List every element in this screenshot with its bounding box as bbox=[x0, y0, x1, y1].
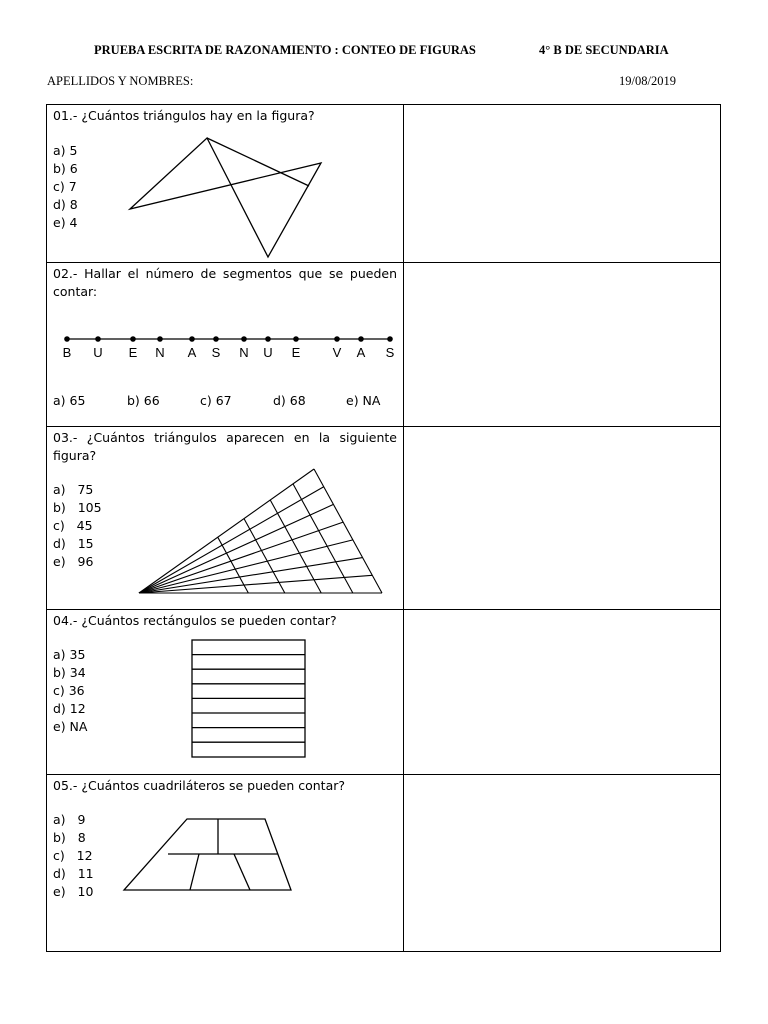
option: e) NA bbox=[346, 393, 381, 408]
segment-letter: U bbox=[93, 345, 103, 360]
segment-letter: B bbox=[62, 345, 72, 360]
segment-point bbox=[130, 336, 136, 342]
segment-point bbox=[387, 336, 393, 342]
segment-letter: E bbox=[128, 345, 138, 360]
figure-trapezoid bbox=[47, 775, 403, 952]
option: a) 5 bbox=[53, 143, 78, 158]
segment-point bbox=[334, 336, 340, 342]
question-cell-4 bbox=[47, 610, 404, 775]
segment-point bbox=[64, 336, 70, 342]
question-5-text: 05.- ¿Cuántos cuadriláteros se pueden contar? bbox=[53, 778, 346, 793]
option: c) 67 bbox=[200, 393, 232, 408]
fan-ray bbox=[139, 558, 363, 593]
segment-letter: A bbox=[356, 345, 366, 360]
option: c) 7 bbox=[53, 179, 77, 194]
option: b) 105 bbox=[53, 500, 102, 515]
question-row-1 bbox=[47, 105, 721, 263]
option: e) 96 bbox=[53, 554, 94, 569]
option: a) 65 bbox=[53, 393, 86, 408]
grade-label: 4° B DE SECUNDARIA bbox=[539, 43, 669, 57]
fan-ray bbox=[139, 487, 324, 593]
question-cell-2 bbox=[47, 263, 404, 427]
question-4-text: 04.- ¿Cuántos rectángulos se pueden contar? bbox=[53, 613, 337, 628]
option: d) 12 bbox=[53, 701, 86, 716]
segment-point bbox=[189, 336, 195, 342]
question-cell-5 bbox=[47, 775, 404, 952]
segment-letter: N bbox=[239, 345, 249, 360]
questions-table bbox=[46, 104, 721, 952]
fan-transversal bbox=[293, 484, 353, 593]
segment-letter: S bbox=[211, 345, 221, 360]
option: e) 10 bbox=[53, 884, 94, 899]
fan-ray bbox=[139, 504, 333, 593]
segment-letter: N bbox=[155, 345, 165, 360]
page-title: PRUEBA ESCRITA DE RAZONAMIENTO : CONTEO DE FIGURAS bbox=[94, 43, 476, 57]
option: e) 4 bbox=[53, 215, 78, 230]
question-row-2 bbox=[47, 263, 721, 427]
figure-crossed-triangles bbox=[47, 105, 347, 265]
option: a) 75 bbox=[53, 482, 94, 497]
option: c) 36 bbox=[53, 683, 85, 698]
question-1-text: 01.- ¿Cuántos triángulos hay en la figura? bbox=[53, 108, 315, 123]
question-2-text: 02.- Hallar el número de segmentos que se pueden contar: bbox=[53, 266, 397, 299]
segment-letter: S bbox=[385, 345, 395, 360]
question-cell-3 bbox=[47, 427, 404, 610]
option: b) 66 bbox=[127, 393, 160, 408]
segment-point bbox=[95, 336, 101, 342]
segment-letter: V bbox=[332, 345, 342, 360]
segment-point bbox=[358, 336, 364, 342]
option: a) 35 bbox=[53, 647, 86, 662]
question-row-3 bbox=[47, 427, 721, 610]
answer-cell-3 bbox=[404, 427, 721, 610]
question-cell-1 bbox=[47, 105, 404, 263]
option: b) 6 bbox=[53, 161, 78, 176]
answer-cell-2 bbox=[404, 263, 721, 427]
segment-point bbox=[241, 336, 247, 342]
answer-cell-4 bbox=[404, 610, 721, 775]
figure-triangle-fan bbox=[47, 427, 403, 610]
question-row-5 bbox=[47, 775, 721, 952]
segment-letter: A bbox=[187, 345, 197, 360]
figure-segment-line bbox=[47, 329, 403, 389]
question-row-4 bbox=[47, 610, 721, 775]
answer-cell-5 bbox=[404, 775, 721, 952]
option: b) 34 bbox=[53, 665, 86, 680]
question-3-text: 03.- ¿Cuántos triángulos aparecen en la siguiente figura? bbox=[53, 430, 397, 463]
segment-point bbox=[293, 336, 299, 342]
segment-letter: U bbox=[263, 345, 273, 360]
segment-point bbox=[213, 336, 219, 342]
date-label: 19/08/2019 bbox=[619, 74, 676, 88]
option: a) 9 bbox=[53, 812, 86, 827]
figure-stacked-rectangles bbox=[47, 610, 403, 775]
answer-cell-1 bbox=[404, 105, 721, 263]
option: b) 8 bbox=[53, 830, 86, 845]
option: c) 45 bbox=[53, 518, 93, 533]
option: d) 15 bbox=[53, 536, 94, 551]
segment-point bbox=[265, 336, 271, 342]
fan-ray bbox=[139, 522, 343, 593]
fan-edge bbox=[314, 469, 382, 593]
option: d) 8 bbox=[53, 197, 78, 212]
option: d) 11 bbox=[53, 866, 94, 881]
option: e) NA bbox=[53, 719, 88, 734]
option: d) 68 bbox=[273, 393, 306, 408]
name-label: APELLIDOS Y NOMBRES: bbox=[47, 74, 194, 88]
segment-point bbox=[157, 336, 163, 342]
option: c) 12 bbox=[53, 848, 93, 863]
segment-letter: E bbox=[291, 345, 301, 360]
